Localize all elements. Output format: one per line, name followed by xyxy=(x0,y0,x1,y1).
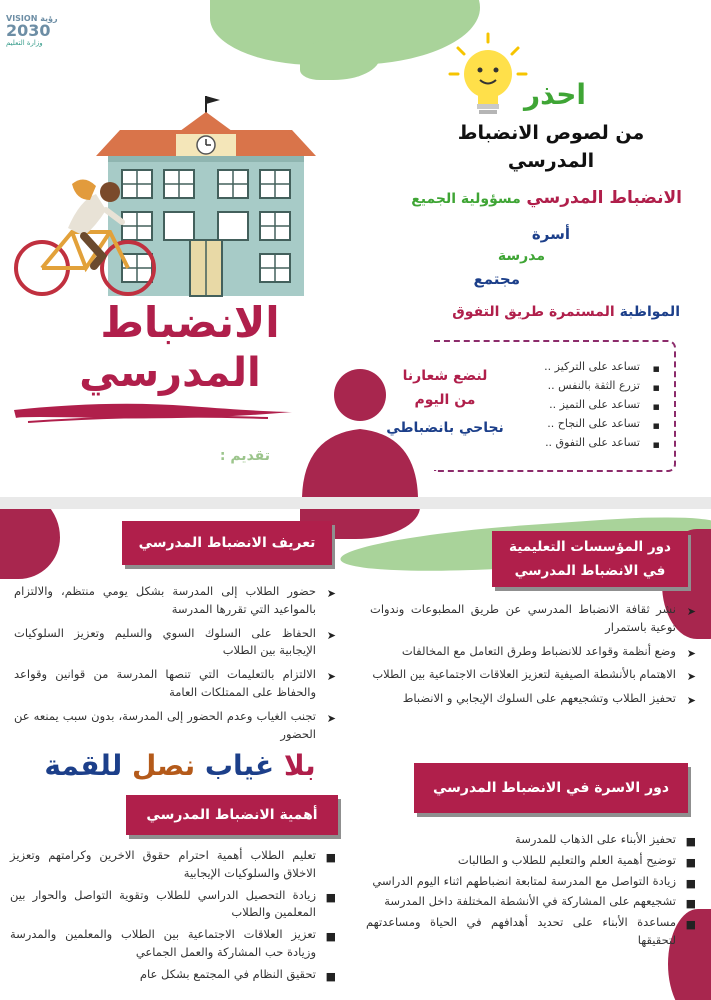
family-item: ■ توضيح أهمية العلم والتعليم للطلاب و الطالبات xyxy=(457,852,696,869)
main-title-line-1: الانضباط xyxy=(100,298,280,347)
motto xyxy=(30,749,330,782)
role-family: أسرة xyxy=(531,225,570,243)
logo-vision-text: VISION رؤية xyxy=(6,14,58,23)
importance-item: ■ تعزيز العلاقات الاجتماعية بين الطلاب والمعلمين والمدرسة وزيادة حب المشاركة والعمل الجماعي xyxy=(10,927,336,960)
maroon-blob-left xyxy=(0,509,60,579)
definition-item: ➤ الالتزام بالتعليمات التي تنصها المدرسة من قوانين وقواعد والحفاظ على الممتلكات العامة xyxy=(14,667,336,700)
definition-item: ➤ الحفاظ على السلوك السوي والسليم وتعزيز السلوكيات الإيجابية بين الطلاب xyxy=(14,625,336,658)
attendance-part-b: المستمرة طريق التفوق xyxy=(452,304,615,320)
family-item: ■ زيادة التواصل مع المدرسة لمتابعة انضباطهم اثناء اليوم الدراسي xyxy=(372,873,696,890)
institutions-list xyxy=(370,601,696,714)
definition-item: ➤ تجنب الغياب وعدم الحضور إلى المدرسة، بدون سبب يمنعه عن الحضور xyxy=(14,708,336,741)
definition-title-bar xyxy=(122,521,332,565)
student-bicycle-icon xyxy=(10,170,160,300)
importance-title-bar xyxy=(126,795,338,835)
main-title-line-2: المدرسي xyxy=(79,350,261,396)
presented-by-label: تقديم : xyxy=(219,448,270,464)
importance-item: ■ زيادة التحصيل الدراسي للطلاب وتقوية التواصل والحوار بين المعلمين والطلاب xyxy=(10,887,336,920)
logo-ministry-text: وزارة التعليم xyxy=(6,39,43,47)
brush-underline xyxy=(8,398,298,428)
family-list xyxy=(366,831,696,953)
benefit-item: ▪ تساعد على النجاح .. xyxy=(547,417,660,433)
logo-2030-text: 2030 xyxy=(6,21,51,40)
importance-item: ■ تعليم الطلاب أهمية احترام حقوق الاخرين وكرامتهم وتعزيز الاخلاق والسلوكيات الإيجابية xyxy=(10,848,336,880)
vision-2030-logo xyxy=(6,14,66,62)
importance-item: ■ تحقيق النظام في المجتمع بشكل عام xyxy=(139,966,336,983)
role-school: مدرسة xyxy=(497,248,545,264)
institutions-title-line-1: دور المؤسسات التعليمية xyxy=(509,539,671,555)
warning-word: احذر xyxy=(523,78,587,111)
benefit-item: ▪ تساعد على التميز .. xyxy=(549,398,660,414)
page-separator xyxy=(0,497,711,509)
responsibility-part-b: مسؤولية الجميع xyxy=(411,191,521,207)
institutions-item: ➤ وضع أنظمة وقواعد للانضباط وطرق التعامل مع المخالفات xyxy=(401,643,696,660)
institutions-item: ➤ الاهتمام بالأنشطة الصيفية لتعزيز العلاقات الاجتماعية بين الطلاب xyxy=(372,667,696,684)
responsibility-part-a: الانضباط المدرسي xyxy=(526,188,682,208)
attendance-part-a: المواظبة xyxy=(619,304,680,320)
motto-word-1: بلا xyxy=(283,749,316,782)
motto-word-3: نصل xyxy=(132,749,196,782)
slogan-line-3: نجاحي بانضباطي xyxy=(386,420,504,436)
motto-word-4: للقمة xyxy=(44,749,123,782)
institutions-title-bar xyxy=(492,531,688,587)
benefit-item: ▪ تساعد على التفوق .. xyxy=(545,436,660,452)
front-page xyxy=(0,0,711,497)
role-community: مجتمع xyxy=(473,270,520,288)
motto-word-2: غياب xyxy=(204,749,275,782)
benefit-item: ▪ تساعد على التركيز .. xyxy=(544,360,660,375)
green-blob-top-small xyxy=(300,40,380,80)
warning-line-1: من لصوص الانضباط xyxy=(457,122,645,144)
family-title: دور الاسرة في الانضباط المدرسي xyxy=(432,780,670,796)
inner-page xyxy=(0,509,711,1000)
warning-line-2: المدرسي xyxy=(507,150,595,172)
importance-list xyxy=(10,847,336,988)
benefit-item: ▪ تزرع الثقة بالنفس .. xyxy=(547,379,660,395)
institutions-item: ➤ نشر ثقافة الانضباط المدرسي عن طريق المطبوعات وندوات توعية باستمرار xyxy=(370,602,696,634)
benefits-list xyxy=(510,358,660,453)
slogan-line-2: من اليوم xyxy=(414,392,476,408)
definition-list xyxy=(14,583,336,750)
family-item: ■ تحفيز الأبناء على الذهاب للمدرسة xyxy=(515,832,696,848)
institutions-item: ➤ تحفيز الطلاب وتشجيعهم على السلوك الإيجابي و الانضباط xyxy=(402,691,696,708)
attendance-line xyxy=(380,304,680,320)
slogan-line-1: لنضع شعارنا xyxy=(402,368,488,384)
family-title-bar xyxy=(414,763,688,813)
family-item: ■ مساعدة الأبناء على تحديد أهدافهم في الحياة ومساعدتهم لتحقيقها xyxy=(366,915,696,948)
institutions-title-line-2: في الانضباط المدرسي xyxy=(514,563,666,579)
definition-item: ➤ حضور الطلاب إلى المدرسة بشكل يومي منتظم، والالتزام بالمواعيد التي تقررها المدرسة xyxy=(14,584,336,616)
family-item: ■ تشجيعهم على المشاركة في الأنشطة المختلفة داخل المدرسة xyxy=(384,894,696,911)
definition-title: تعريف الانضباط المدرسي xyxy=(138,535,316,551)
responsibility-line xyxy=(370,188,682,208)
importance-title: أهمية الانضباط المدرسي xyxy=(146,807,318,823)
